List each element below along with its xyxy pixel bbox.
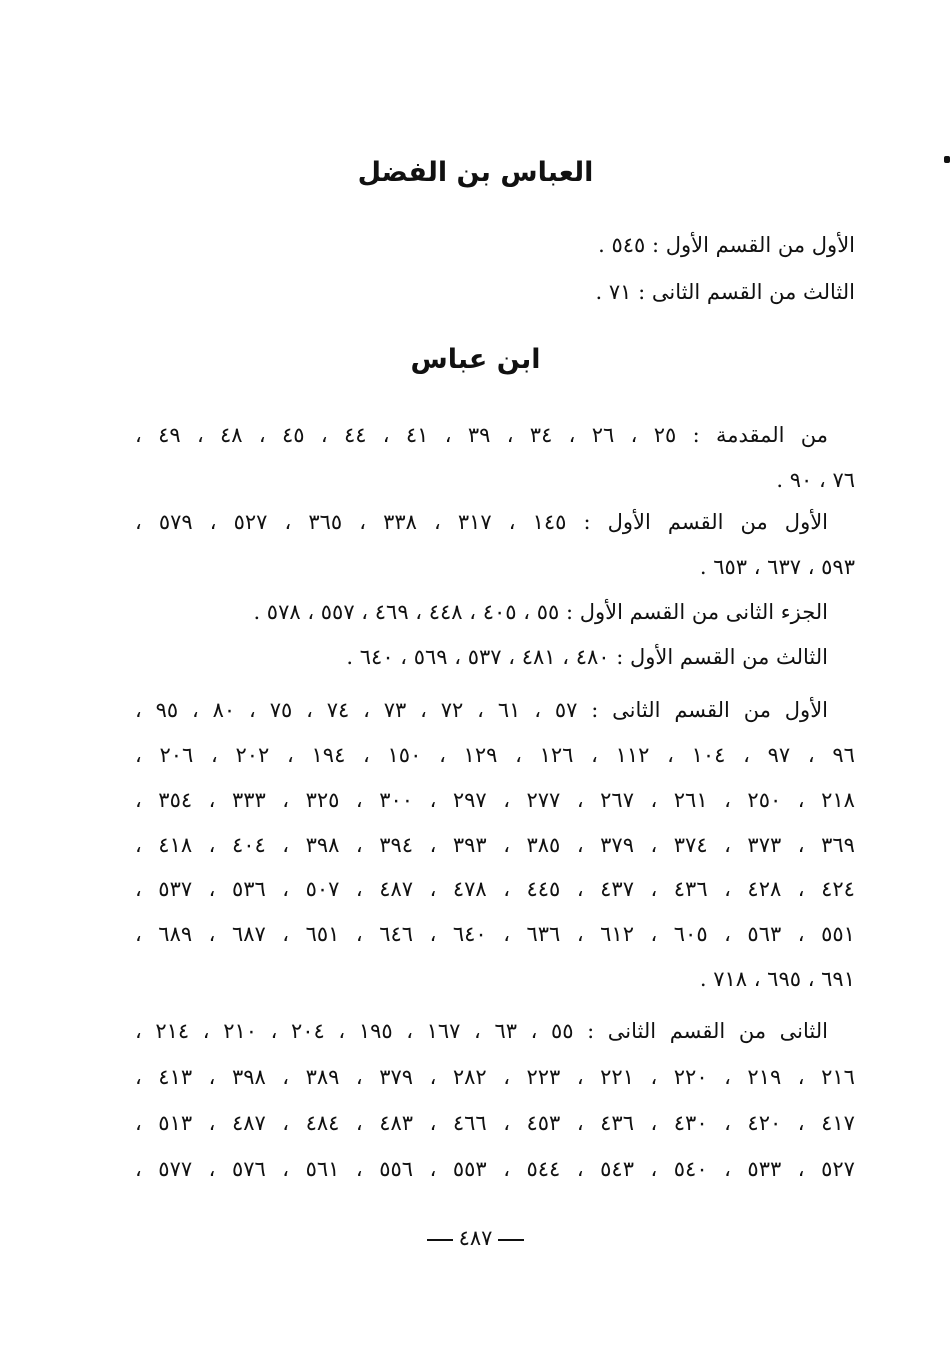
entry-line: الأول من القسم الأول : ٥٤٥ . [598,233,855,257]
entry-line-continuation: ٦٩١ ، ٦٩٥ ، ٧١٨ . [699,967,855,991]
page-number-dash [498,1239,524,1241]
entry-line-continuation: ٥٥١ ، ٥٦٣ ، ٦٠٥ ، ٦١٢ ، ٦٣٦ ، ٦٤٠ ، ٦٤٦ ، ٦٥١ ، ٦٨٧ ، ٦٨٩ ، [135,922,855,946]
entry-line-continuation: ٩٦ ، ٩٧ ، ١٠٤ ، ١١٢ ، ١٢٦ ، ١٢٩ ، ١٥٠ ، ١٩٤ ، ٢٠٢ ، ٢٠٦ ، [135,743,855,767]
entry-line-continuation: ٥٩٣ ، ٦٣٧ ، ٦٥٣ . [699,555,855,579]
entry-line: الأول من القسم الثانى : ٥٧ ، ٦١ ، ٧٢ ، ٧٣ ، ٧٤ ، ٧٥ ، ٨٠ ، ٩٥ ، [135,698,828,722]
entry-line: الثالث من القسم الثانى : ٧١ . [595,280,855,304]
entry-line-continuation: ٣٦٩ ، ٣٧٣ ، ٣٧٤ ، ٣٧٩ ، ٣٨٥ ، ٣٩٣ ، ٣٩٤ ، ٣٩٨ ، ٤٠٤ ، ٤١٨ ، [135,833,855,857]
entry-line: الثانى من القسم الثانى : ٥٥ ، ٦٣ ، ١٦٧ ، ١٩٥ ، ٢٠٤ ، ٢١٠ ، ٢١٤ ، [135,1019,828,1043]
entry-line-continuation: ٧٦ ، ٩٠ . [776,468,855,492]
entry-line: الجزء الثانى من القسم الأول : ٥٥ ، ٤٠٥ ، ٤٤٨ ، ٤٦٩ ، ٥٥٧ ، ٥٧٨ . [253,600,828,624]
page-number [0,1223,951,1253]
entry-line: الثالث من القسم الأول : ٤٨٠ ، ٤٨١ ، ٥٣٧ ، ٥٦٩ ، ٦٤٠ . [346,645,828,669]
entry-line-continuation: ٥٢٧ ، ٥٣٣ ، ٥٤٠ ، ٥٤٣ ، ٥٤٤ ، ٥٥٣ ، ٥٥٦ ، ٥٦١ ، ٥٧٦ ، ٥٧٧ ، [135,1157,855,1181]
page-number-value: ٤٨٧ [458,1226,493,1250]
entry-line-continuation: ٢١٨ ، ٢٥٠ ، ٢٦١ ، ٢٦٧ ، ٢٧٧ ، ٢٩٧ ، ٣٠٠ ، ٣٢٥ ، ٣٣٣ ، ٣٥٤ ، [135,788,855,812]
page-number-dash [427,1239,453,1241]
entry-line: الأول من القسم الأول : ١٤٥ ، ٣١٧ ، ٣٣٨ ، ٣٦٥ ، ٥٢٧ ، ٥٧٩ ، [135,510,828,534]
entry-line-continuation: ٢١٦ ، ٢١٩ ، ٢٢٠ ، ٢٢١ ، ٢٢٣ ، ٢٨٢ ، ٣٧٩ ، ٣٨٩ ، ٣٩٨ ، ٤١٣ ، [135,1065,855,1089]
entry-line-continuation: ٤١٧ ، ٤٢٠ ، ٤٣٠ ، ٤٣٦ ، ٤٥٣ ، ٤٦٦ ، ٤٨٣ ، ٤٨٤ ، ٤٨٧ ، ٥١٣ ، [135,1111,855,1135]
section-title-abbas-ibn-fadl: العباس بن الفضل [357,157,594,188]
section-title-ibn-abbas: ابن عباس [410,344,541,375]
entry-line: من المقدمة : ٢٥ ، ٢٦ ، ٣٤ ، ٣٩ ، ٤١ ، ٤٤ ، ٤٥ ، ٤٨ ، ٤٩ ، [135,423,828,447]
entry-line-continuation: ٤٢٤ ، ٤٢٨ ، ٤٣٦ ، ٤٣٧ ، ٤٤٥ ، ٤٧٨ ، ٤٨٧ ، ٥٠٧ ، ٥٣٦ ، ٥٣٧ ، [135,877,855,901]
